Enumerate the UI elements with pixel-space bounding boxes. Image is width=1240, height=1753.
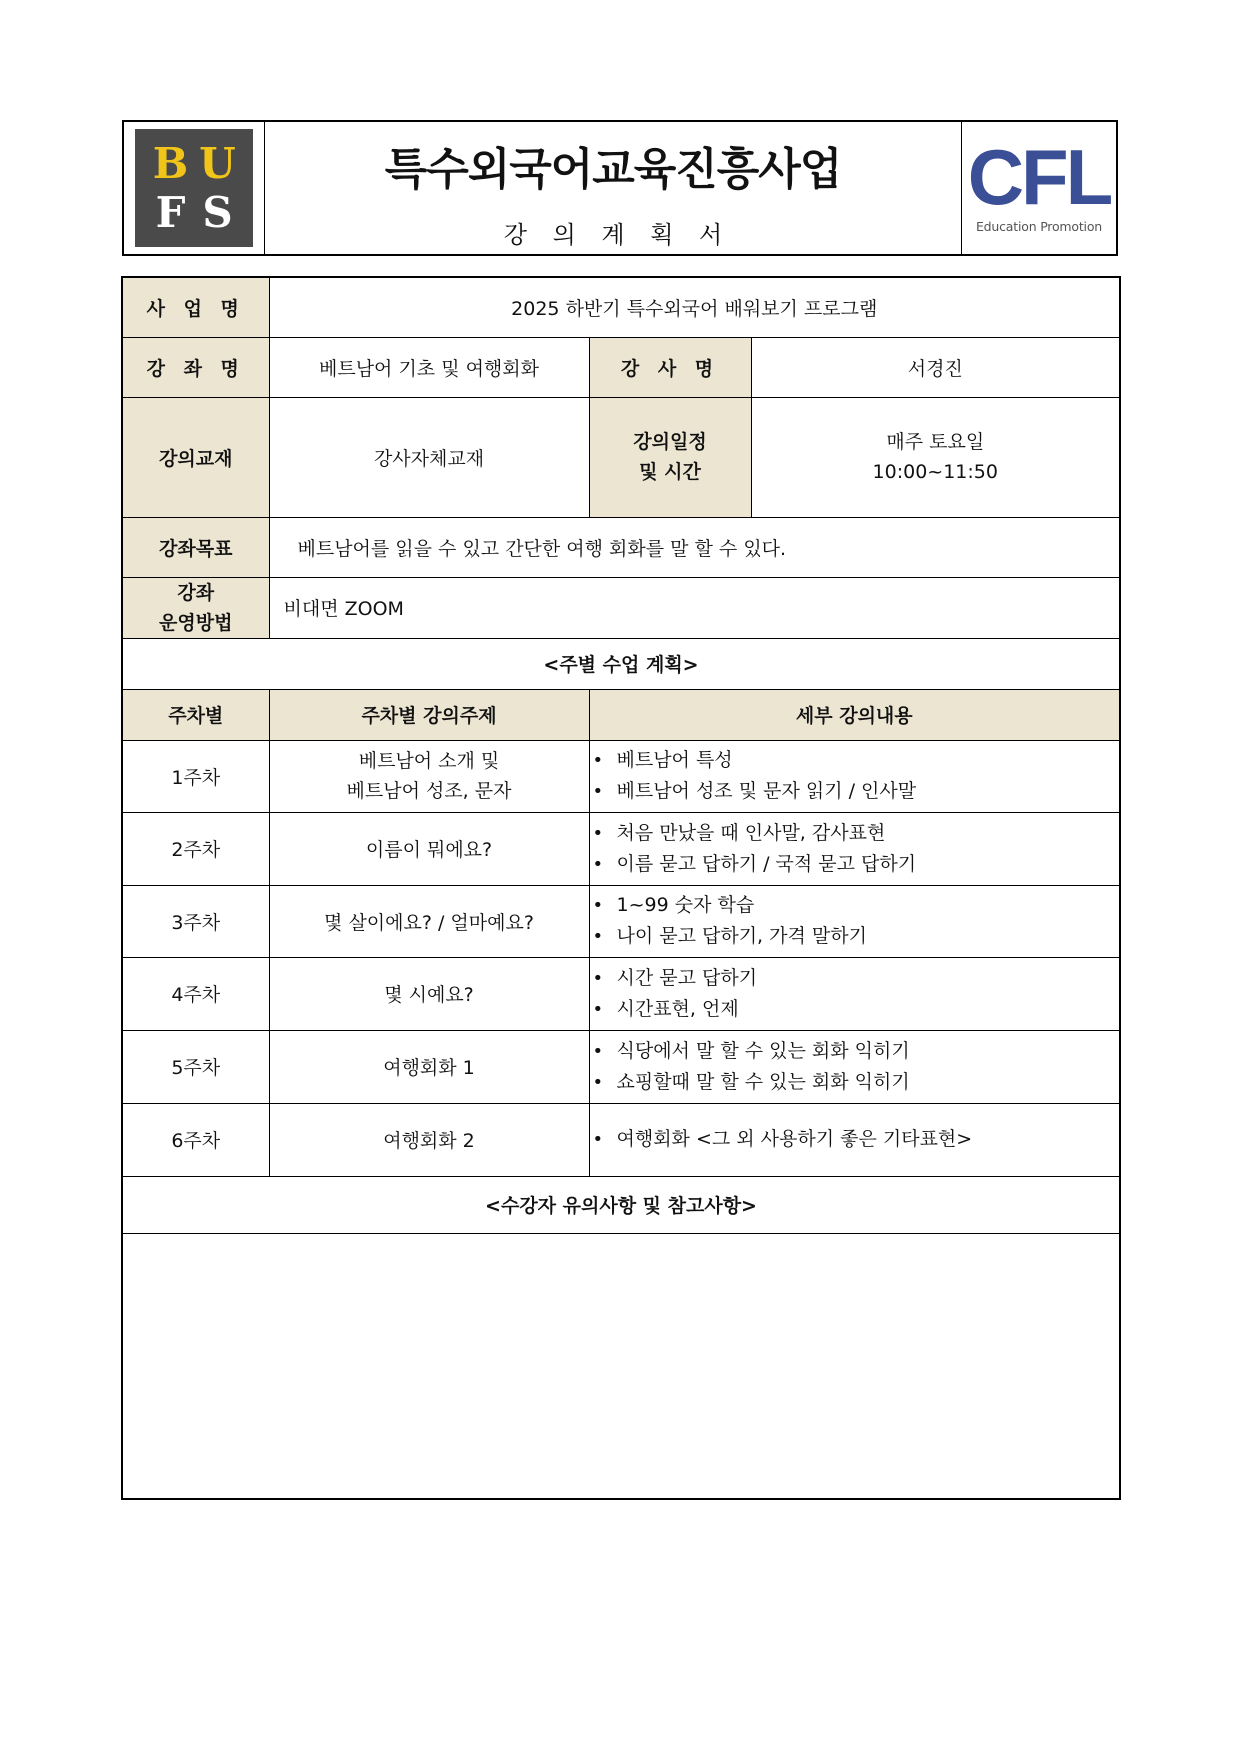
week-cell: 1주차 bbox=[122, 740, 269, 812]
logo-letter-s: S bbox=[202, 187, 233, 237]
detail-cell bbox=[589, 957, 1120, 1030]
list-item: • 베트남어 성조 및 문자 읽기 / 인사말 bbox=[593, 776, 1110, 807]
detail-list bbox=[593, 1124, 1110, 1155]
project-label: 사 업 명 bbox=[122, 277, 269, 337]
col-detail-header: 세부 강의내용 bbox=[589, 689, 1120, 740]
detail-list bbox=[593, 963, 1110, 1025]
schedule-value-line2: 10:00~11:50 bbox=[872, 461, 998, 483]
topic-cell: 여행회화 1 bbox=[269, 1030, 589, 1103]
notes-body-row bbox=[122, 1233, 1120, 1499]
detail-cell bbox=[589, 1030, 1120, 1103]
list-item: • 베트남어 특성 bbox=[593, 745, 1110, 776]
detail-cell bbox=[589, 885, 1120, 957]
schedule-label-line1: 강의일정 bbox=[633, 431, 707, 453]
course-row bbox=[122, 337, 1120, 397]
course-value: 베트남어 기초 및 여행회화 bbox=[269, 337, 589, 397]
header-title-cell bbox=[265, 122, 961, 254]
textbook-value: 강사자체교재 bbox=[269, 397, 589, 517]
table-row bbox=[122, 1030, 1120, 1103]
table-row bbox=[122, 812, 1120, 885]
header-left-cell bbox=[124, 122, 265, 254]
textbook-label: 강의교재 bbox=[122, 397, 269, 517]
notes-content bbox=[122, 1233, 1120, 1499]
topic-cell: 이름이 뭐에요? bbox=[269, 812, 589, 885]
topic-line: 베트남어 소개 및 bbox=[358, 750, 500, 772]
list-item: • 1~99 숫자 학습 bbox=[593, 890, 1110, 921]
detail-list bbox=[593, 890, 1110, 952]
weekly-header-row bbox=[122, 689, 1120, 740]
document-subtitle: 강 의 계 획 서 bbox=[503, 220, 732, 249]
goal-label: 강좌목표 bbox=[122, 517, 269, 577]
detail-cell bbox=[589, 1103, 1120, 1176]
col-topic-header: 주차별 강의주제 bbox=[269, 689, 589, 740]
table-row bbox=[122, 740, 1120, 812]
table-row bbox=[122, 885, 1120, 957]
list-item: • 처음 만났을 때 인사말, 감사표현 bbox=[593, 818, 1110, 849]
week-cell: 2주차 bbox=[122, 812, 269, 885]
cfl-logo: CFL bbox=[967, 133, 1111, 222]
table-row bbox=[122, 957, 1120, 1030]
detail-list bbox=[593, 745, 1110, 807]
schedule-value bbox=[751, 397, 1120, 517]
topic-cell bbox=[269, 740, 589, 812]
col-week-header: 주차별 bbox=[122, 689, 269, 740]
list-item: • 여행회화 <그 외 사용하기 좋은 기타표현> bbox=[593, 1124, 1110, 1155]
project-row bbox=[122, 277, 1120, 337]
schedule-label-line2: 및 시간 bbox=[639, 461, 701, 483]
weekly-section-row bbox=[122, 638, 1120, 689]
list-item: • 시간 묻고 답하기 bbox=[593, 963, 1110, 994]
list-item: • 식당에서 말 할 수 있는 회화 익히기 bbox=[593, 1036, 1110, 1067]
detail-list bbox=[593, 818, 1110, 880]
schedule-label bbox=[589, 397, 751, 517]
week-cell: 4주차 bbox=[122, 957, 269, 1030]
goal-row bbox=[122, 517, 1120, 577]
cfl-logo-subtitle: Education Promotion bbox=[975, 218, 1102, 234]
goal-value: 베트남어를 읽을 수 있고 간단한 여행 회화를 말 할 수 있다. bbox=[269, 517, 1120, 577]
logo-letter-b: B bbox=[152, 138, 189, 188]
document-header bbox=[122, 120, 1118, 256]
table-row bbox=[122, 1103, 1120, 1176]
list-item: • 이름 묻고 답하기 / 국적 묻고 답하기 bbox=[593, 849, 1110, 880]
list-item: • 시간표현, 언제 bbox=[593, 994, 1110, 1025]
lecture-plan-table bbox=[121, 276, 1121, 1500]
header-right-cell bbox=[961, 122, 1116, 254]
detail-list bbox=[593, 1036, 1110, 1098]
course-label: 강 좌 명 bbox=[122, 337, 269, 397]
project-value: 2025 하반기 특수외국어 배워보기 프로그램 bbox=[269, 277, 1120, 337]
list-item: • 나이 묻고 답하기, 가격 말하기 bbox=[593, 921, 1110, 952]
list-item: • 쇼핑할때 말 할 수 있는 회화 익히기 bbox=[593, 1067, 1110, 1098]
method-label-line2: 운영방법 bbox=[159, 611, 233, 634]
topic-cell: 몇 시예요? bbox=[269, 957, 589, 1030]
method-value: 비대면 ZOOM bbox=[269, 577, 1120, 638]
detail-cell bbox=[589, 812, 1120, 885]
topic-cell: 몇 살이에요? / 얼마예요? bbox=[269, 885, 589, 957]
week-cell: 5주차 bbox=[122, 1030, 269, 1103]
method-label-line1: 강좌 bbox=[177, 581, 215, 604]
weekly-section-title: <주별 수업 계획> bbox=[122, 638, 1120, 689]
bufs-logo bbox=[135, 129, 253, 247]
textbook-row bbox=[122, 397, 1120, 517]
notes-section-title: <수강자 유의사항 및 참고사항> bbox=[122, 1176, 1120, 1233]
method-row bbox=[122, 577, 1120, 638]
week-cell: 6주차 bbox=[122, 1103, 269, 1176]
topic-cell: 여행회화 2 bbox=[269, 1103, 589, 1176]
method-label bbox=[122, 577, 269, 638]
notes-section-row bbox=[122, 1176, 1120, 1233]
instructor-label: 강 사 명 bbox=[589, 337, 751, 397]
schedule-value-line1: 매주 토요일 bbox=[886, 431, 985, 453]
week-cell: 3주차 bbox=[122, 885, 269, 957]
document-title: 특수외국어교육진흥사업 bbox=[384, 143, 842, 195]
logo-letter-u: U bbox=[199, 138, 236, 188]
instructor-value: 서경진 bbox=[751, 337, 1120, 397]
detail-cell bbox=[589, 740, 1120, 812]
topic-line: 베트남어 성조, 문자 bbox=[346, 780, 512, 802]
logo-letter-f: F bbox=[155, 187, 186, 237]
